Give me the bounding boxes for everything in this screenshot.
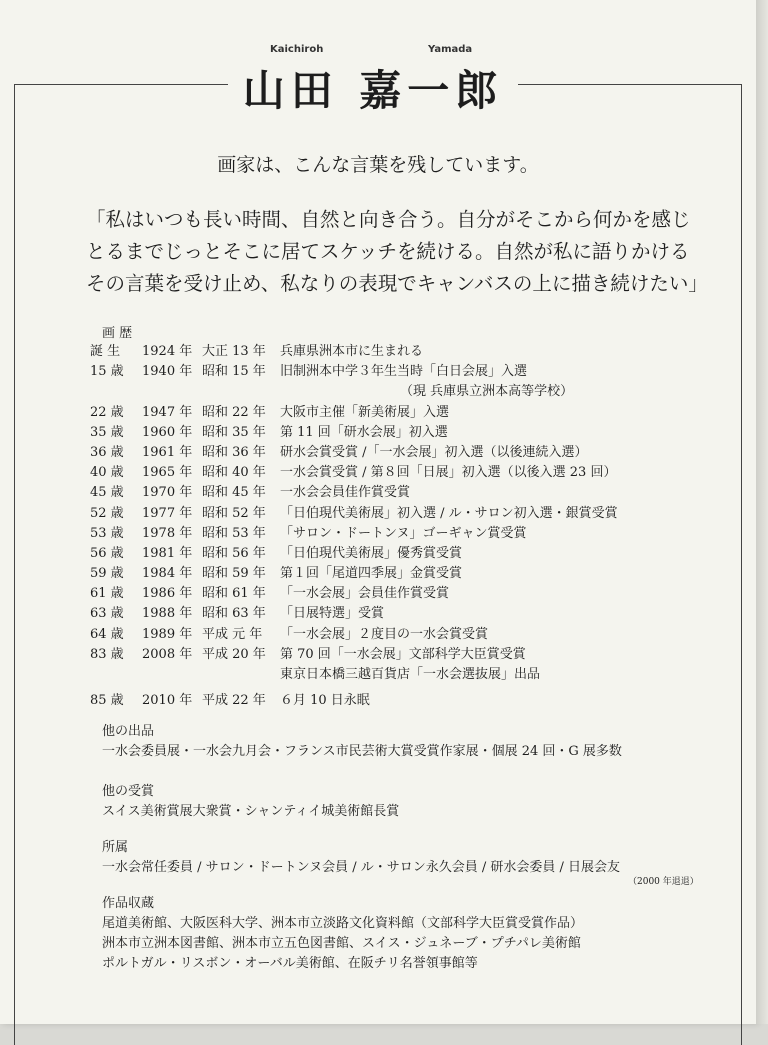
history-event: 第 70 回「一水会展」文部科学大臣賞受賞 [280, 646, 526, 662]
other-awards-text: スイス美術賞展大衆賞・シャンティイ城美術館長賞 [102, 804, 400, 819]
history-age: 52 歳 [90, 505, 124, 521]
intro-line: 画家は、こんな言葉を残しています。 [217, 154, 539, 176]
history-year: 1965 年 [142, 465, 193, 481]
history-event: 第１回「尾道四季展」金賞受賞 [280, 566, 463, 582]
title-block [228, 44, 518, 116]
history-era: 昭和 53 年 [202, 525, 266, 541]
affiliation-section [102, 838, 620, 878]
history-era: 大正 13 年 [202, 344, 266, 359]
history-age: 35 歳 [90, 424, 124, 440]
history-age: 45 歳 [90, 485, 124, 501]
page-edge [756, 0, 768, 1024]
history-era: 昭和 45 年 [202, 485, 266, 501]
collections-line: 洲本市立洲本図書館、洲本市立五色図書館、スイス・ジュネーブ・プチパレ美術館 [102, 936, 581, 951]
history-era: 昭和 61 年 [202, 586, 266, 602]
history-event: 「日伯現代美術展」優秀賞受賞 [280, 545, 463, 561]
history-era: 昭和 15 年 [202, 364, 266, 380]
quote-line: 「私はいつも長い時間、自然と向き合う。自分がそこから何かを感じ [86, 208, 691, 231]
history-event: 一水会会員佳作賞受賞 [280, 485, 411, 501]
history-event: 研水会賞受賞 /「一水会展」初入選（以後連続入選） [280, 444, 588, 460]
history-age: 63 歳 [90, 606, 124, 622]
history-year: 1977 年 [142, 505, 193, 521]
history-event: 「日伯現代美術展」初入選 / ル・サロン初入選・銀賞受賞 [280, 505, 618, 521]
other-exhibits-section [102, 722, 622, 762]
history-year: 1989 年 [142, 626, 193, 642]
affiliation-note: （2000 年退退） [628, 877, 699, 887]
history-era: 昭和 35 年 [202, 424, 266, 440]
history-year: 2008 年 [142, 646, 193, 662]
collections-line: 尾道美術館、大阪医科大学、洲本市立淡路文化資料館（文部科学大臣賞受賞作品） [102, 916, 584, 931]
history-event: 「日展特選」受賞 [280, 606, 385, 622]
history-year: 1984 年 [142, 566, 193, 582]
history-era: 平成 22 年 [202, 693, 266, 709]
history-year: 1986 年 [142, 586, 193, 602]
affiliation-heading: 所属 [102, 840, 129, 855]
history-event: 「一水会展」２度目の一水会賞受賞 [280, 626, 489, 642]
history-age: 53 歳 [90, 525, 124, 541]
romaji-last-name: Yamada [428, 44, 473, 55]
history-event: 兵庫県洲本市に生まれる [280, 344, 424, 359]
history-event: 旧制洲本中学３年生当時「白日会展」入選 [280, 364, 528, 380]
history-event: 第 11 回「研水会展」初入選 [280, 424, 448, 440]
history-event: 大阪市主催「新美術展」入選 [280, 404, 450, 420]
romaji-first-name: Kaichiroh [270, 44, 324, 55]
history-era: 平成 20 年 [202, 646, 266, 662]
history-heading: 画 歴 [102, 326, 133, 341]
history-event: 東京日本橋三越百貨店「一水会選抜展」出品 [280, 667, 541, 682]
collections-line: ポルトガル・リスボン・オーバル美術館、在阪チリ名誉領事館等 [102, 956, 478, 971]
history-event: 「サロン・ドートンヌ」ゴーギャン賞受賞 [280, 525, 527, 541]
history-era: 平成 元 年 [202, 626, 263, 642]
history-age: 83 歳 [90, 646, 124, 662]
quote-line: とるまでじっとそこに居てスケッチを続ける。自然が私に語りかける [86, 240, 690, 263]
artist-quote [86, 204, 726, 300]
history-year: 1978 年 [142, 525, 193, 541]
history-year: 1924 年 [142, 344, 193, 359]
history-age: 56 歳 [90, 545, 124, 561]
history-age: 40 歳 [90, 465, 124, 481]
history-age: 59 歳 [90, 566, 124, 582]
history-year: 1940 年 [142, 364, 193, 380]
history-age: 15 歳 [90, 364, 124, 380]
history-year: 1970 年 [142, 485, 193, 501]
other-awards-section [102, 782, 399, 822]
history-era: 昭和 63 年 [202, 606, 266, 622]
history-age: 22 歳 [90, 404, 124, 420]
history-era: 昭和 36 年 [202, 444, 266, 460]
other-exhibits-text: 一水会委員展・一水会九月会・フランス市民芸術大賞受賞作家展・個展 24 回・G 展多数 [102, 744, 622, 759]
history-event: （現 兵庫県立洲本高等学校） [400, 384, 574, 400]
other-awards-heading: 他の受賞 [102, 784, 155, 799]
history-era: 昭和 59 年 [202, 566, 266, 582]
artist-name: 山田 嘉一郎 [242, 66, 504, 115]
history-era: 昭和 22 年 [202, 404, 266, 420]
history-year: 1960 年 [142, 424, 193, 440]
history-age: 64 歳 [90, 626, 124, 642]
history-event: 一水会賞受賞 / 第８回「日展」初入選（以後入選 23 回） [280, 465, 617, 481]
history-event: 「一水会展」会員佳作賞受賞 [280, 586, 450, 602]
history-era: 昭和 40 年 [202, 465, 266, 481]
history-event: ６月 10 日永眠 [280, 693, 370, 709]
history-year: 1947 年 [142, 404, 193, 420]
history-year: 1961 年 [142, 444, 193, 460]
history-age: 85 歳 [90, 693, 124, 709]
history-age: 誕 生 [90, 344, 121, 359]
other-exhibits-heading: 他の出品 [102, 724, 155, 739]
history-era: 昭和 56 年 [202, 545, 266, 561]
affiliation-text: 一水会常任委員 / サロン・ドートンヌ会員 / ル・サロン永久会員 / 研水会委員 / 日展会友 [102, 860, 621, 875]
history-age: 61 歳 [90, 586, 124, 602]
collections-section [102, 894, 583, 974]
history-era: 昭和 52 年 [202, 505, 266, 521]
history-age: 36 歳 [90, 444, 124, 460]
history-year: 1988 年 [142, 606, 193, 622]
quote-line: その言葉を受け止め、私なりの表現でキャンバスの上に描き続けたい」 [86, 272, 708, 295]
collections-heading: 作品収蔵 [102, 896, 155, 911]
history-year: 2010 年 [142, 693, 193, 709]
history-year: 1981 年 [142, 545, 193, 561]
